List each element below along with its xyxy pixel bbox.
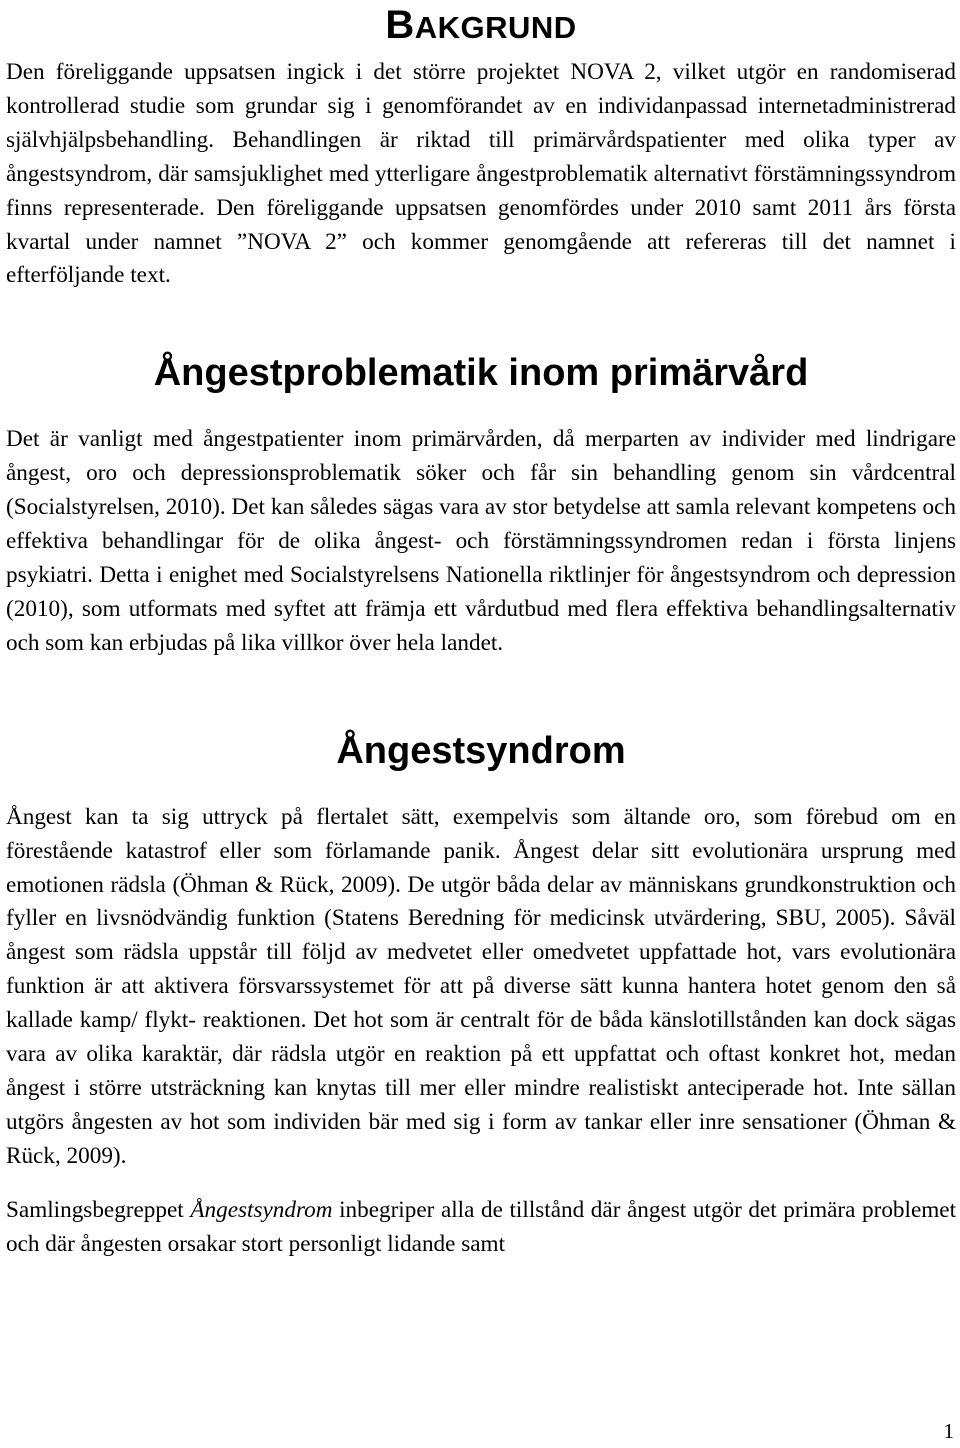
paragraph-samlingsbegreppet [6, 1194, 956, 1262]
paragraph-4-term: Ångestsyndrom [190, 1196, 333, 1223]
paragraph-angestproblematik: Det är vanligt med ångestpatienter inom primärvården, då merparten av individer med lindrigare ångest, oro och depressionsproblematik söker och får sin behandling genom sin vårdcentral (Socialstyrelsen, 2010). Det kan således sägas vara av stor betydelse att samla relevant kompetens och effektiva behandlingar för de olika ångest- och förstämningssyndromen redan i första linjens psykiatri. Detta i enighet med Socialstyrelsens Nationella riktlinjer för ångestsyndrom och depression (2010), som utformats med syftet att främja ett vårdutbud med flera effektiva behandlingsalternativ och som kan erbjudas på lika villkor över hela landet. [6, 426, 956, 656]
heading-rest: AKGRUND [414, 10, 577, 45]
section-heading-bakgrund [6, 0, 956, 48]
document-page [6, 0, 956, 1261]
page-number: 1 [943, 1419, 954, 1443]
paragraph-4-start: Samlingsbegreppet [6, 1196, 191, 1223]
heading-initial: B [385, 3, 415, 47]
paragraph-angestsyndrom: Ångest kan ta sig uttryck på flertalet sätt, exempelvis som ältande oro, som förebud om en förestående katastrof eller som förlamande panik. Ångest delar sitt evolutionära ursprung med emotionen rädsla (Öhman & Rück, 2009). De utgör båda delar av människans grundkonstruktion och fyller en livsnödvändig funktion (Statens Beredning för medicinsk utvärdering, SBU, 2005). Såväl ångest som rädsla uppstår till följd av medvetet eller omedvetet uppfattade hot, vars evolutionära funktion är att aktivera försvarssystemet för att på diverse sätt kunna hantera hotet genom den så kallade kamp/ flykt- reaktionen. Det hot som är centralt för de båda känslotillstånden kan dock sägas vara av olika karaktär, där rädsla utgör en reaktion på ett uppfattat och oftast konkret hot, medan ångest i större utsträckning kan knytas till mer eller mindre realistiskt anteciperade hot. Inte sällan utgörs ångesten av hot som individen bär med sig i form av tankar eller inre sensationer (Öhman & Rück, 2009). [6, 803, 956, 1169]
section-heading-angestsyndrom: Ångestsyndrom [336, 729, 626, 772]
paragraph-bakgrund: Den föreliggande uppsatsen ingick i det större projektet NOVA 2, vilket utgör en randomiserad kontrollerad studie som grundar sig i genomförandet av en individanpassad internetadministrerad självhjälpsbehandling. Behandlingen är riktad till primärvårdspatienter med olika typer av ångestsyndrom, där samsjuklighet med ytterligare ångestproblematik alternativt förstämningssyndrom finns representerade. Den föreliggande uppsatsen genomfördes under 2010 samt 2011 års första kvartal under namnet ”NOVA 2” och kommer genomgående att refereras till det namnet i efterföljande text. [6, 59, 956, 289]
paragraph-4-rest: inbegriper alla de tillstånd där ångest utgör det primära problemet och där ångesten orsakar stort personligt lidande samt [6, 1196, 957, 1257]
section-heading-angestproblematik: Ångestproblematik inom primärvård [153, 352, 809, 395]
